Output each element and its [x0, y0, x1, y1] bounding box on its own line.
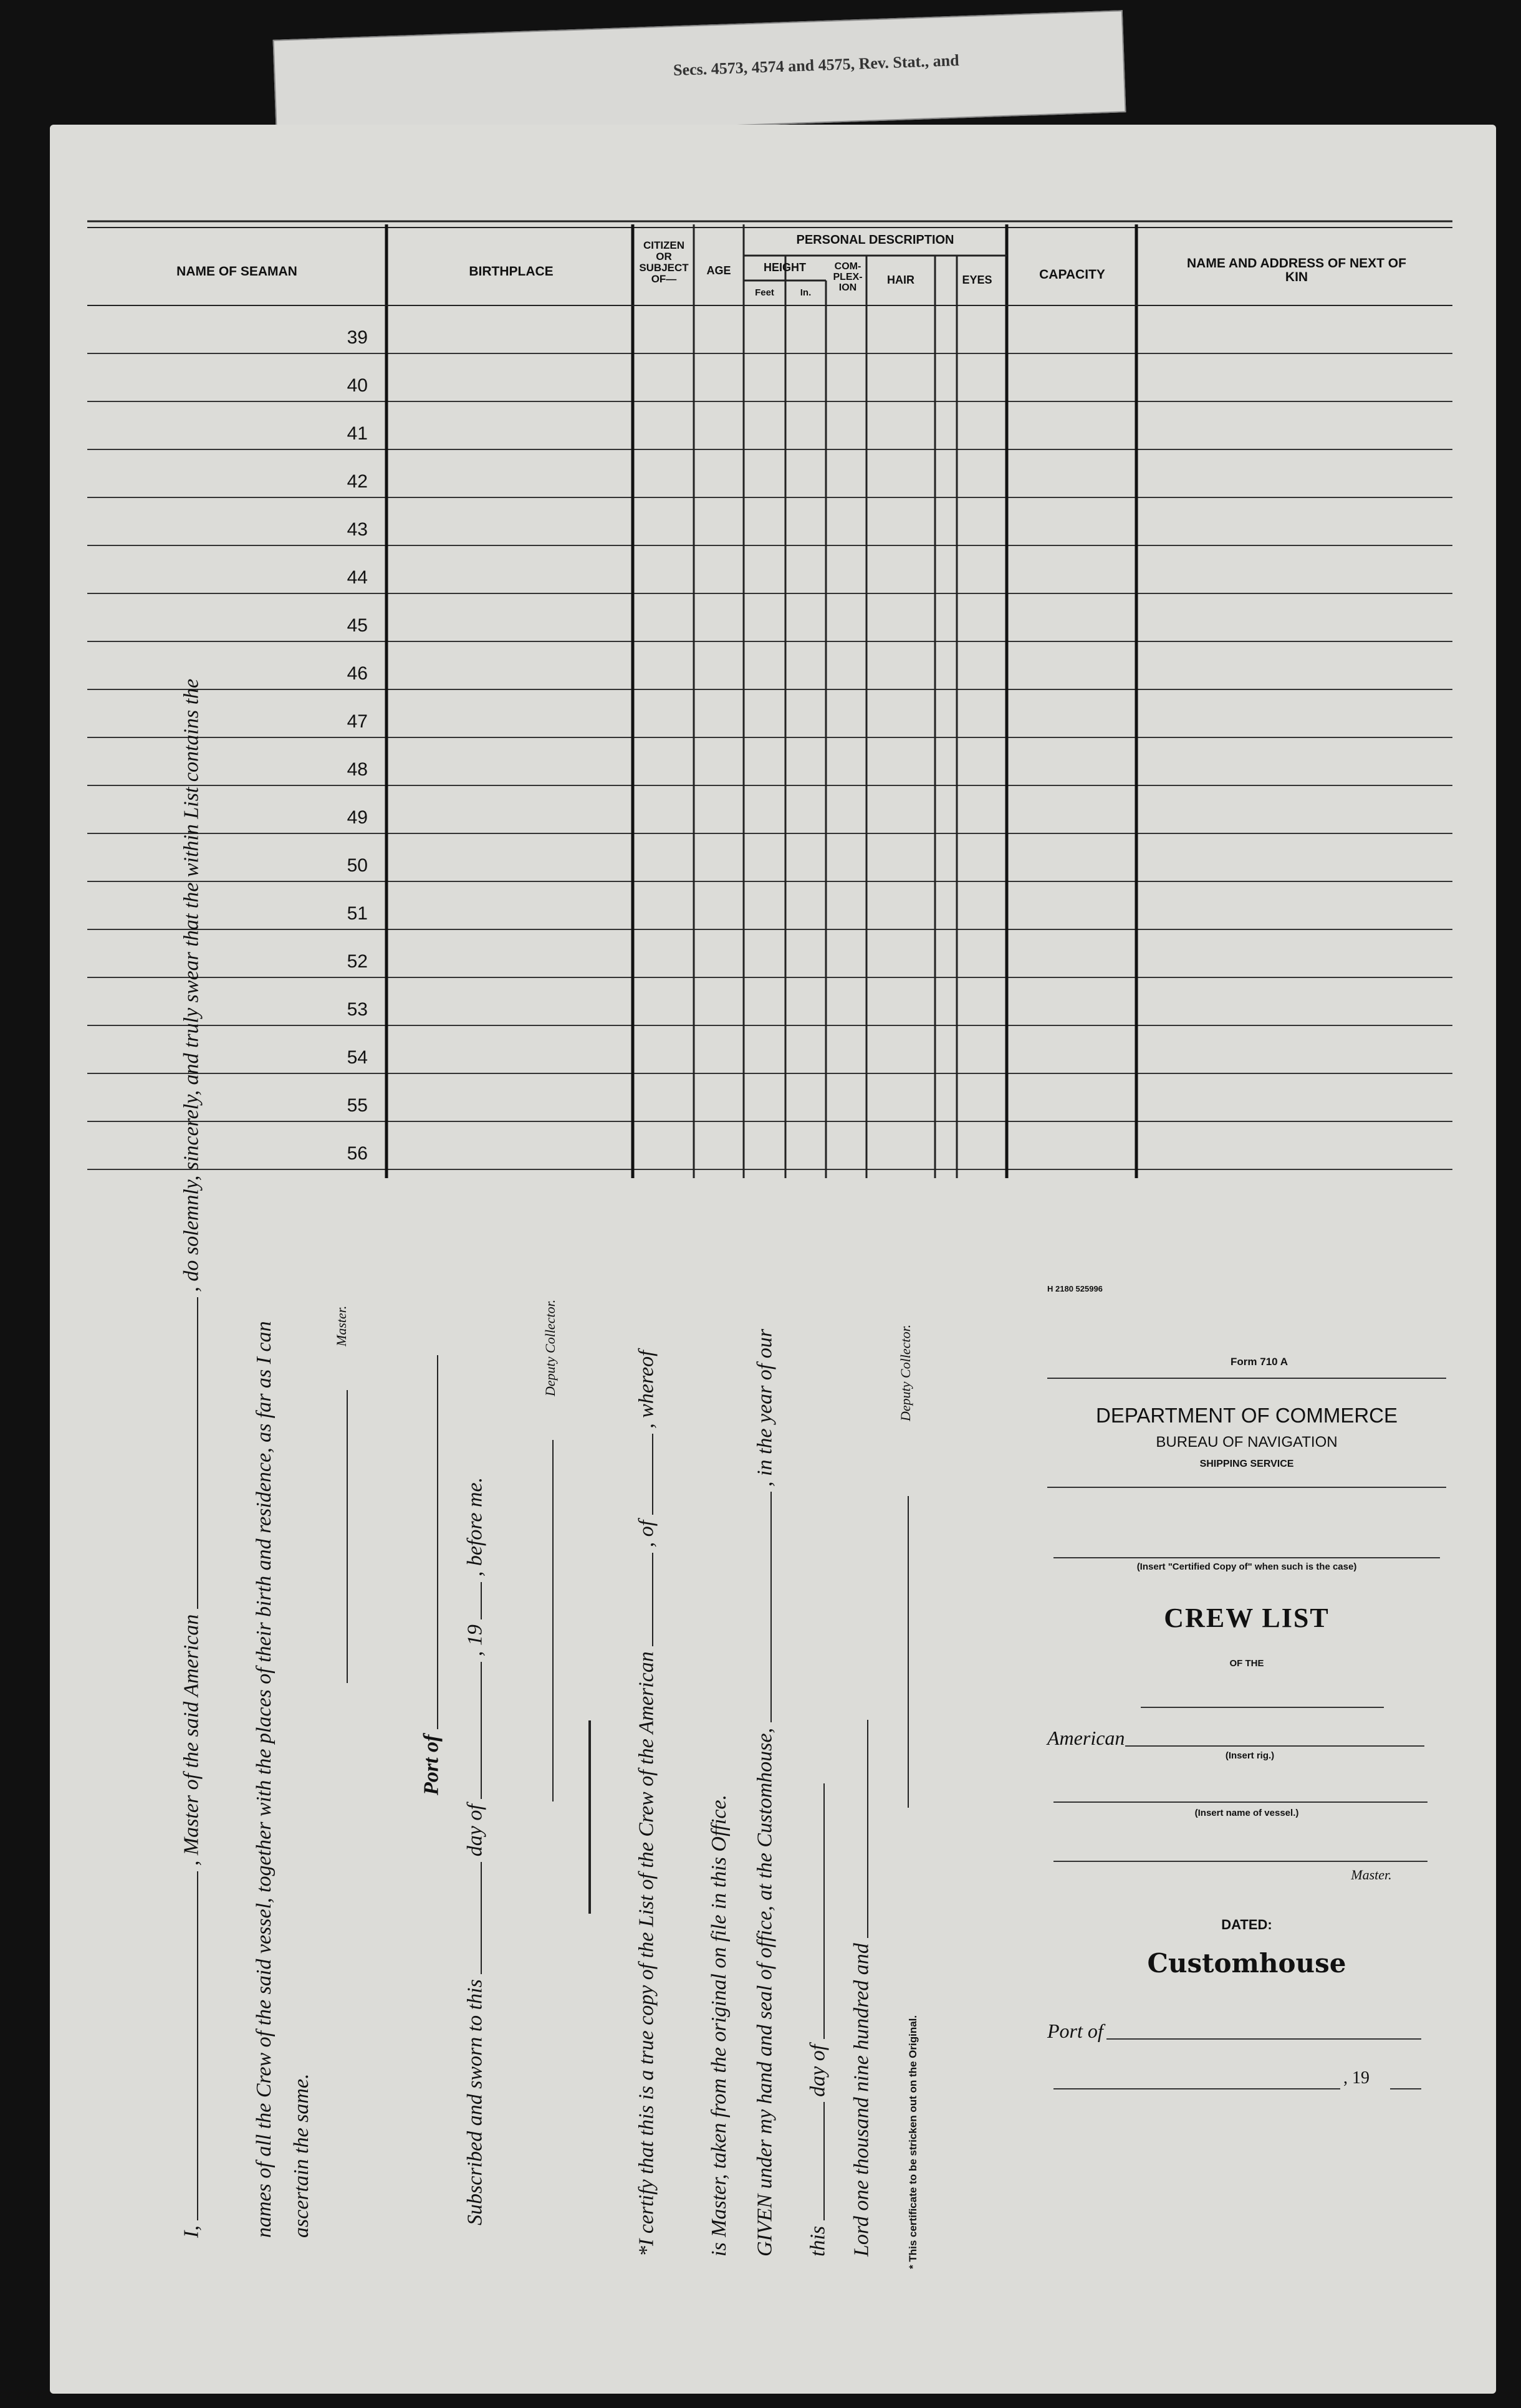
rule-mid [1047, 1487, 1446, 1488]
row-number: 46 [347, 663, 368, 684]
oath-port-of [418, 1355, 444, 1795]
oath-i: I, [180, 2225, 203, 2238]
day-blank [461, 1862, 482, 1974]
cert-year-blank [848, 1720, 868, 1938]
insert-rig-note: (Insert rig.) [1225, 1750, 1275, 1761]
header-next-of-kin: NAME AND ADDRESS OF NEXT OF KIN [1187, 256, 1406, 285]
master-signature [327, 1390, 353, 1683]
bureau-title: BUREAU OF NAVIGATION [1156, 1434, 1338, 1451]
before-me-text: , before me. [463, 1477, 487, 1577]
oath-subscribed [461, 1477, 487, 2225]
customhouse-blank [751, 1492, 772, 1722]
crew-list-form [50, 125, 1496, 2394]
certificate-line-2: is Master, taken from the original on file in this Office. [708, 1794, 731, 2257]
row-number: 44 [347, 567, 368, 588]
customhouse-title: Customhouse [1147, 1948, 1346, 1979]
header-hair: HAIR [887, 274, 914, 286]
whereof-text: , whereof [635, 1350, 658, 1429]
insert-certified-note: (Insert "Certified Copy of" when such is the case) [1136, 1561, 1357, 1572]
american-label: American [1047, 1727, 1125, 1749]
certificate-footnote: * This certificate to be stricken out on the Original. [907, 2015, 919, 2269]
cert-month-blank [804, 1783, 825, 2039]
oath-line-3: ascertain the same. [290, 2073, 313, 2238]
header-complexion: COM- PLEX- ION [833, 261, 863, 293]
vessel-name-blank [1053, 1801, 1427, 1803]
vessel-blank [633, 1553, 653, 1646]
row-number: 50 [347, 855, 368, 876]
insert-vessel-note: (Insert name of vessel.) [1194, 1808, 1299, 1818]
month-blank [461, 1662, 482, 1799]
oath-line-1 [178, 679, 204, 2238]
year-of-our-text: , in the year of our [753, 1328, 777, 1487]
crew-list-title: CREW LIST [1164, 1603, 1330, 1633]
port-of-blank [418, 1355, 438, 1729]
cover-master-label: Master. [1351, 1867, 1392, 1883]
certificate-deputy-signature [888, 1496, 914, 1808]
oath-master-of-american: , Master of the said American [180, 1614, 203, 1866]
row-number: 43 [347, 519, 368, 540]
master-label: Master. [333, 1305, 349, 1346]
this-text: this [806, 2225, 830, 2257]
certified-copy-blank [1053, 1557, 1440, 1558]
certificate-deputy-collector: Deputy Collector. [898, 1324, 913, 1421]
statute-reference: Secs. 4573, 4574 and 4575, Rev. Stat., and [673, 51, 960, 79]
row-number: 48 [347, 759, 368, 780]
cover-date-blank [1053, 2088, 1340, 2089]
year-blank [461, 1582, 482, 1619]
row-number: 56 [347, 1143, 368, 1164]
cert-deputy-blank [888, 1496, 909, 1808]
cover-port-of-label: Port of [1047, 2020, 1103, 2042]
header-inches: In. [800, 287, 812, 298]
day-of-text: day of [463, 1804, 487, 1857]
row-number: 42 [347, 471, 368, 492]
of-the-label: OF THE [1229, 1658, 1264, 1669]
vessel-name-blank [178, 1297, 198, 1609]
header-birthplace: BIRTHPLACE [469, 264, 554, 279]
certificate-line-1 [633, 1350, 659, 2257]
row-number: 39 [347, 327, 368, 348]
header-height: HEIGHT [763, 261, 806, 274]
port-of-label: Port of [420, 1734, 443, 1795]
row-number: 45 [347, 615, 368, 636]
row-number: 53 [347, 999, 368, 1020]
header-citizen: CITIZEN OR SUBJECT OF— [639, 239, 689, 285]
header-feet: Feet [755, 287, 774, 298]
certificate-line-4 [804, 1783, 830, 2257]
lord-text: Lord one thousand nine hundred and [850, 1943, 873, 2257]
row-number: 41 [347, 423, 368, 444]
divider-bar [588, 1720, 591, 1914]
cover-year-blank [1390, 2088, 1421, 2089]
row-number: 51 [347, 903, 368, 924]
print-code: H 2180 525996 [1047, 1284, 1103, 1293]
master-signature-blank [327, 1390, 348, 1683]
master-name-field [1053, 1861, 1427, 1862]
subscribed-text: Subscribed and sworn to this [463, 1979, 487, 2225]
of-text: , of [635, 1520, 658, 1548]
given-text: GIVEN under my hand and seal of office, at the Customhouse, [753, 1727, 777, 2257]
header-capacity: CAPACITY [1039, 267, 1105, 282]
cert-day-blank [804, 2102, 825, 2220]
row-number: 47 [347, 711, 368, 732]
certificate-line-3 [751, 1329, 777, 2257]
oath-deputy-signature [533, 1440, 559, 1801]
header-name-of-seaman: NAME OF SEAMAN [176, 264, 297, 279]
cover-year-label: , 19 [1343, 2068, 1370, 2088]
header-personal-description: PERSONAL DESCRIPTION [796, 233, 954, 247]
master-name-blank [178, 1871, 198, 2220]
year-text: , 19 [463, 1624, 487, 1657]
row-number: 40 [347, 375, 368, 396]
cover-port-blank [1106, 2038, 1421, 2040]
rule-top [1047, 1378, 1446, 1379]
row-number: 55 [347, 1095, 368, 1116]
header-age: AGE [706, 264, 731, 277]
header-eyes: EYES [962, 274, 992, 286]
row-number: 49 [347, 807, 368, 828]
row-number: 54 [347, 1047, 368, 1068]
service-title: SHIPPING SERVICE [1199, 1459, 1294, 1469]
certificate-line-5 [848, 1720, 874, 2257]
dated-label: DATED: [1221, 1917, 1272, 1932]
rig-blank [1125, 1745, 1424, 1747]
certify-text: *I certify that this is a true copy of the List of the Crew of the American [635, 1651, 658, 2257]
port-blank [633, 1434, 653, 1515]
oath-swear-text: , do solemnly, sincerely, and truly swear that the within List contains the [180, 678, 203, 1292]
oath-deputy-collector: Deputy Collector. [542, 1299, 558, 1396]
oath-line-2: names of all the Crew of the said vessel, together with the places of their birth and residence, as far as I can [252, 1321, 276, 2238]
row-number: 52 [347, 951, 368, 972]
department-title: DEPARTMENT OF COMMERCE [1095, 1404, 1398, 1427]
of-the-blank [1141, 1707, 1384, 1708]
deputy-signature-blank [533, 1440, 554, 1801]
form-number: Form 710 A [1231, 1356, 1288, 1368]
cert-day-of-text: day of [806, 2044, 830, 2097]
